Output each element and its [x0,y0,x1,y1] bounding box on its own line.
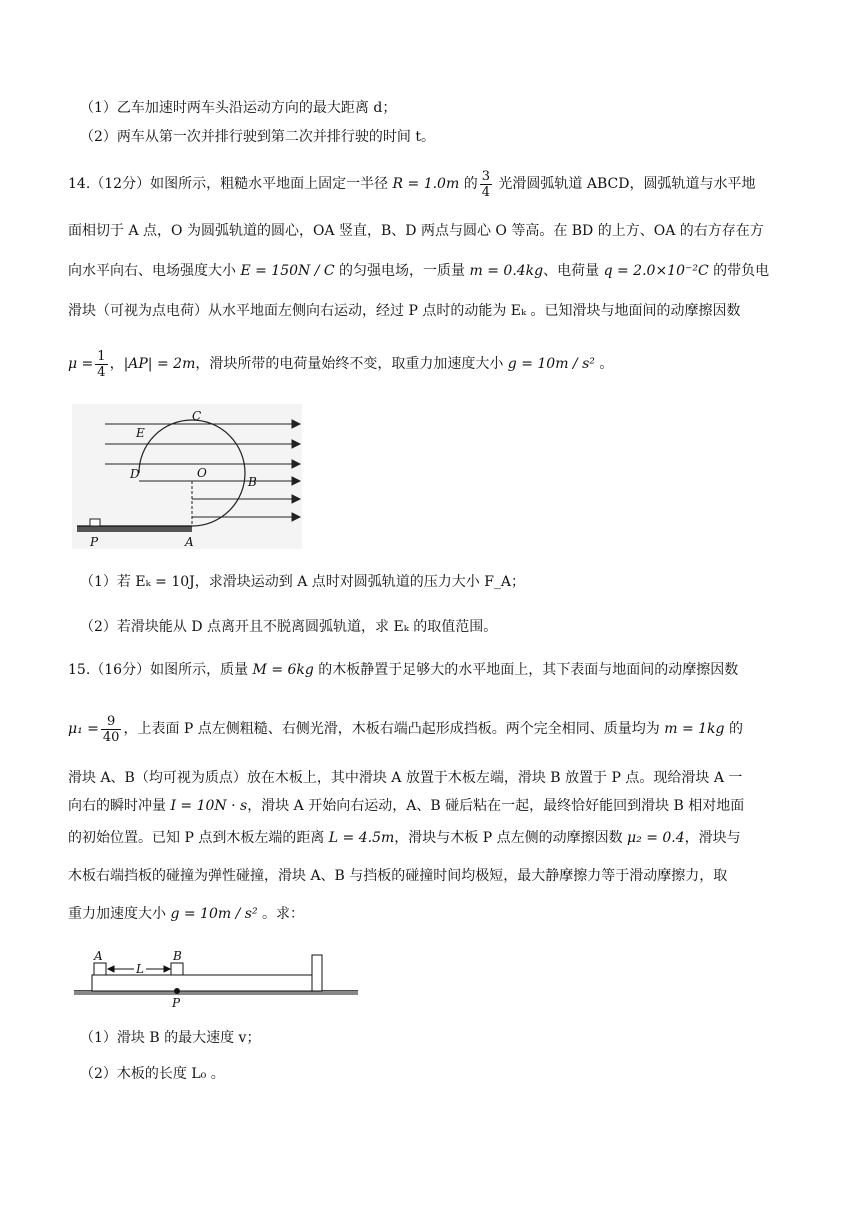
field-strength-value: E = 150N / C [240,263,335,279]
fraction-three-quarters: $\frac{3}{4}$ [481,168,490,200]
slider-block [90,519,100,526]
slider-a [94,963,106,975]
problem-15-figure [72,944,362,1010]
problem-14-line-2: 面相切于 A 点，O 为圆弧轨道的圆心，OA 竖直，B、D 两点与圆心 O 等高。在 BD 的上方、OA 的右方存在方 [68,223,764,239]
slider-b [171,963,183,975]
wood-board [92,975,312,991]
problem-15-question-1: （1）滑块 B 的最大速度 v； [80,1030,261,1046]
problem-15-line-6: 木板右端挡板的碰撞为弹性碰撞，滑块 A、B 与挡板的碰撞时间均极短，最大静摩擦力等于滑动摩擦力，取 [68,868,728,884]
fraction-mu1: $\frac{9}{40}$ [102,713,120,745]
problem-15-line-2: μ₁ = $\frac{9}{40}$ ，上表面 P 点左侧粗糙、右侧光滑，木板右端凸起形成挡板。两个完全相同、质量均为 m = 1kg 的 [68,713,743,745]
problem-15-question-2: （2）木板的长度 L₀ 。 [80,1066,225,1082]
radius-value: R = 1.0m [392,176,460,192]
problem-14-line-4: 滑块（可视为点电荷）从水平地面左侧向右运动，经过 P 点时的动能为 Eₖ 。已知滑块与地面间的动摩擦因数 [68,303,741,319]
problem-15-line-5: 的初始位置。已知 P 点到木板左端的距离 L = 4.5m，滑块与木板 P 点左侧的动摩擦因数 μ₂ = 0.4，滑块与 [68,830,741,846]
problem-15-line-3: 滑块 A、B（均可视为质点）放在木板上，其中滑块 A 放置于木板左端，滑块 B 放置于 P 点。现给滑块 A 一 [68,770,743,786]
problem-15-line-7: 重力加速度大小 g = 10m / s² 。求： [68,906,305,922]
prev-question-1: （1）乙车加速时两车头沿运动方向的最大距离 d； [80,100,397,116]
charge-value: q = 2.0×10⁻²C [603,263,709,279]
label-d: D [130,467,140,481]
problem-15-line-4: 向右的瞬时冲量 I = 10N · s，滑块 A 开始向右运动，A、B 碰后粘在一起，最终恰好能回到滑块 B 相对地面 [68,798,745,814]
label-c: C [192,409,202,423]
problem-14-line-5: μ = $\frac{1}{4}$ ，|AP| = 2m，滑块所带的电荷量始终不变，取重力加速度大小 g = 10m / s² 。 [68,348,614,380]
fraction-mu: $\frac{1}{4}$ [97,348,106,380]
label-e: E [136,426,145,440]
mass-value: m = 0.4kg [469,263,544,279]
board-stopper [312,955,322,991]
point-p [174,988,180,994]
prev-question-2: （2）两车从第一次并排行驶到第二次并排行驶的时间 t。 [80,129,435,145]
ground-hatch [74,991,358,995]
problem-14-line-3: 向水平向右、电场强度大小 E = 150N / C 的匀强电场，一质量 m = 0.4kg、电荷量 q = 2.0×10⁻²C 的带负电 [68,263,770,279]
label-o: O [197,466,207,480]
label-b: B [173,949,182,963]
ground-hatch [77,526,192,532]
label-a: A [185,535,194,549]
problem-14-figure [72,404,302,549]
problem-15-line-1: 15.（16分）如图所示，质量 M = 6kg 的木板静置于足够大的水平地面上，其下表面与地面间的动摩擦因数 [68,662,739,678]
label-l: L [136,962,144,976]
label-a: A [94,949,103,963]
problem-14-line-1: 14.（12分）如图所示，粗糙水平地面上固定一半径 R = 1.0m 的 $\frac{3}{4}$ 光滑圆弧轨道 ABCD，圆弧轨道与水平地 [68,168,756,200]
problem-14-question-2: （2）若滑块能从 D 点离开且不脱离圆弧轨道，求 Eₖ 的取值范围。 [80,619,498,635]
label-b: B [248,475,257,489]
label-p: P [172,996,181,1010]
problem-14-question-1: （1）若 Eₖ = 10J，求滑块运动到 A 点时对圆弧轨道的压力大小 F_A； [80,574,526,590]
label-p: P [90,535,99,549]
